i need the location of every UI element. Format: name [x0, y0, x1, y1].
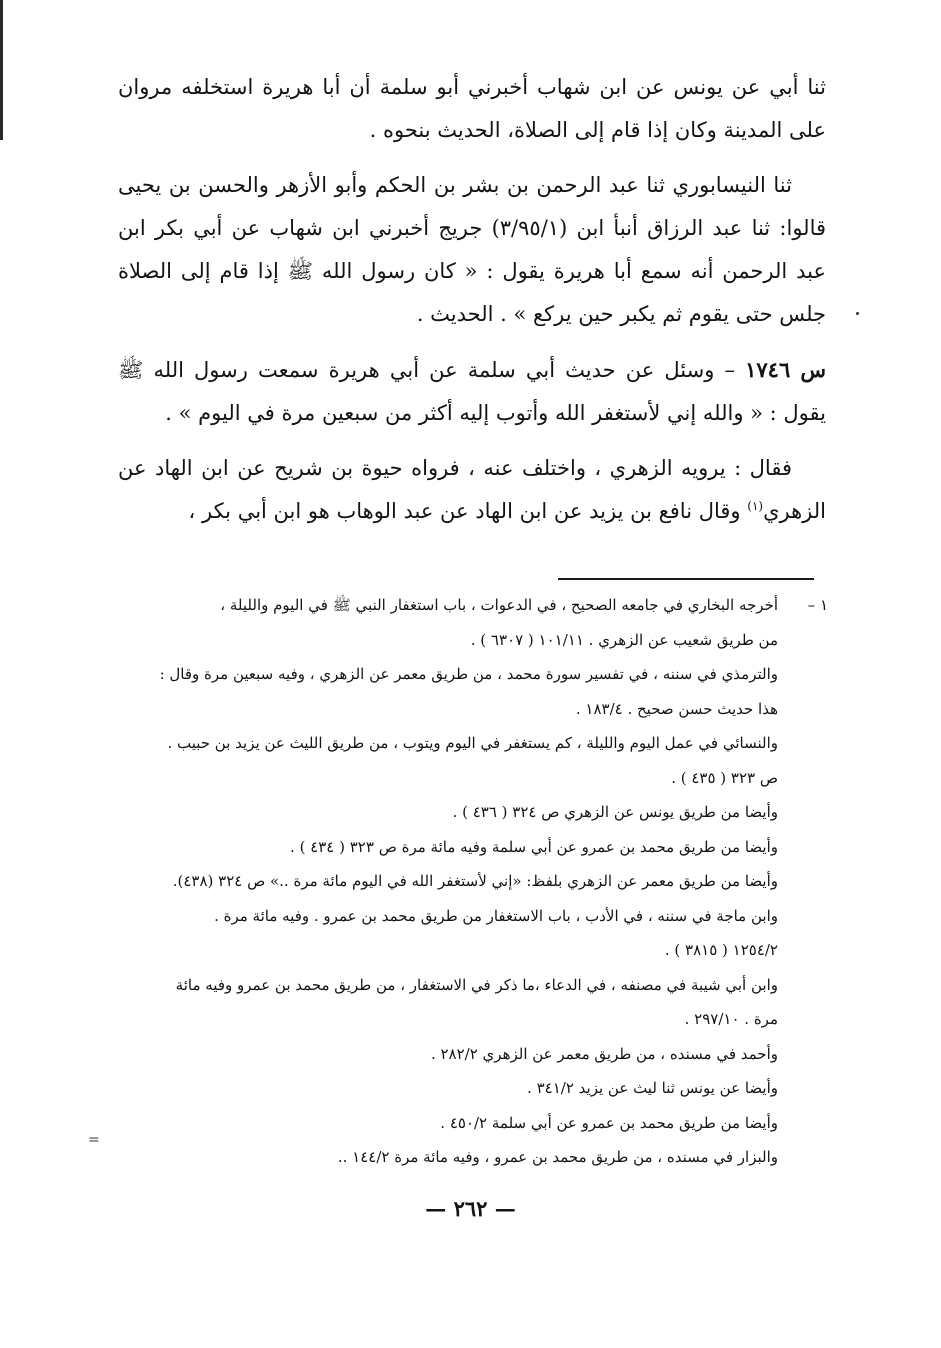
paragraph-4 [118, 447, 826, 533]
paragraph-1-text: ثنا أبي عن يونس عن ابن شهاب أخبرني أبو سلمة أن أبا هريرة استخلفه مروان على المدينة وكان إذا قام إلى الصلاة، الحديث بنحوه . [118, 75, 826, 142]
footnote-line: وأحمد في مسنده ، من طريق معمر عن الزهري ٢٨٢/٢ . [430, 1044, 778, 1063]
footnote-line: وأيضا عن يونس ثنا ليث عن يزيد ٣٤١/٢ . [527, 1079, 778, 1097]
paragraph-2-text: ثنا النيسابوري ثنا عبد الرحمن بن بشر بن الحكم وأبو الأزهر والحسن بن يحيى قالوا: ثنا عبد الرزاق أنبأ ابن (٣/٩٥/١) جريج أخبرني ابن شهاب عن أبي بكر ابن عبد الرحمن أنه سمع أبا هريرة يقول : « كان رسول الله ﷺ إذا قام إلى الصلاة جلس حتى يقوم ثم يكبر حين يركع » . الحديث . [118, 173, 827, 326]
footnote-line: وأيضا من طريق يونس عن الزهري ص ٣٢٤ ( ٤٣٦ ) . [452, 803, 778, 821]
footnote-line: والبزار في مسنده ، من طريق محمد بن عمرو ، وفيه مائة مرة ١٤٤/٢ .. [337, 1148, 778, 1166]
footnote-line: والنسائي في عمل اليوم والليلة ، كم يستغفر في اليوم ويتوب ، من طريق الليث عن يزيد بن حبيب . [167, 734, 778, 752]
paragraph-4-text-before: فقال : يرويه الزهري ، واختلف عنه ، فرواه حيوة بن شريح عن ابن الهاد عن الزهري [118, 456, 826, 523]
footnote-line: وأيضا من طريق محمد بن عمرو عن أبي سلمة وفيه مائة مرة ص ٣٢٣ ( ٤٣٤ ) . [290, 837, 778, 856]
question-paragraph [118, 348, 826, 435]
question-label: س [800, 357, 826, 382]
footnote-line: هذا حديث حسن صحيح . ١٨٣/٤ . [575, 699, 778, 718]
footnote-line: ١٢٥٤/٢ ( ٣٨١٥ ) . [664, 941, 778, 959]
margin-mark: = [88, 1132, 100, 1148]
paragraph-1 [118, 66, 826, 152]
footnote-body [110, 588, 778, 1175]
footnote-reference: (١) [747, 499, 764, 513]
footnote-line: مرة . ٢٩٧/١٠ . [684, 1010, 778, 1028]
footnote-section [110, 588, 828, 1175]
scan-edge-shadow [0, 0, 3, 140]
footnote-line: والترمذي في سننه ، في تفسير سورة محمد ، من طريق معمر عن الزهري ، وفيه سبعين مرة وقال : [159, 665, 778, 683]
paragraph-2 [118, 164, 826, 336]
footnote-1 [110, 588, 828, 1175]
main-text [118, 66, 826, 545]
paragraph-4-text-after: وقال نافع بن يزيد عن ابن الهاد عن عبد الوهاب هو ابن أبي بكر ، [188, 499, 748, 523]
footnote-line: وأيضا من طريق محمد بن عمرو عن أبي سلمة ٤٥٠/٢ . [440, 1113, 778, 1132]
footnote-separator [558, 578, 814, 580]
page-number: — ٢٦٢ — [425, 1196, 516, 1221]
footnote-line: أخرجه البخاري في جامعه الصحيح ، في الدعوات ، باب استغفار النبي ﷺ في اليوم والليلة ، [220, 596, 778, 614]
question-number: ١٧٤٦ [745, 357, 791, 382]
footnote-number: ١ – [807, 596, 828, 614]
question-text: – وسئل عن حديث أبي سلمة عن أبي هريرة سمعت رسول الله ﷺ يقول : « والله إني لأستغفر الله وأتوب إليه أكثر من سبعين مرة في اليوم » . [118, 358, 826, 425]
footnote-line: من طريق شعيب عن الزهري . ١٠١/١١ ( ٦٣٠٧ ) . [470, 630, 778, 649]
footnote-line: وابن ماجة في سننه ، في الأدب ، باب الاستغفار من طريق محمد بن عمرو . وفيه مائة مرة . [214, 906, 778, 925]
footnote-line: وأيضا من طريق معمر عن الزهري بلفظ: «إني لأستغفر الله في اليوم مائة مرة ..» ص ٣٢٤ (٤٣٨). [172, 872, 778, 890]
footnote-line: وابن أبي شيبة في مصنفه ، في الدعاء ،ما ذكر في الاستغفار ، من طريق محمد بن عمرو وفيه مائة [175, 975, 778, 994]
ink-dot [856, 312, 859, 315]
footnote-line: ص ٣٢٣ ( ٤٣٥ ) . [671, 768, 778, 787]
